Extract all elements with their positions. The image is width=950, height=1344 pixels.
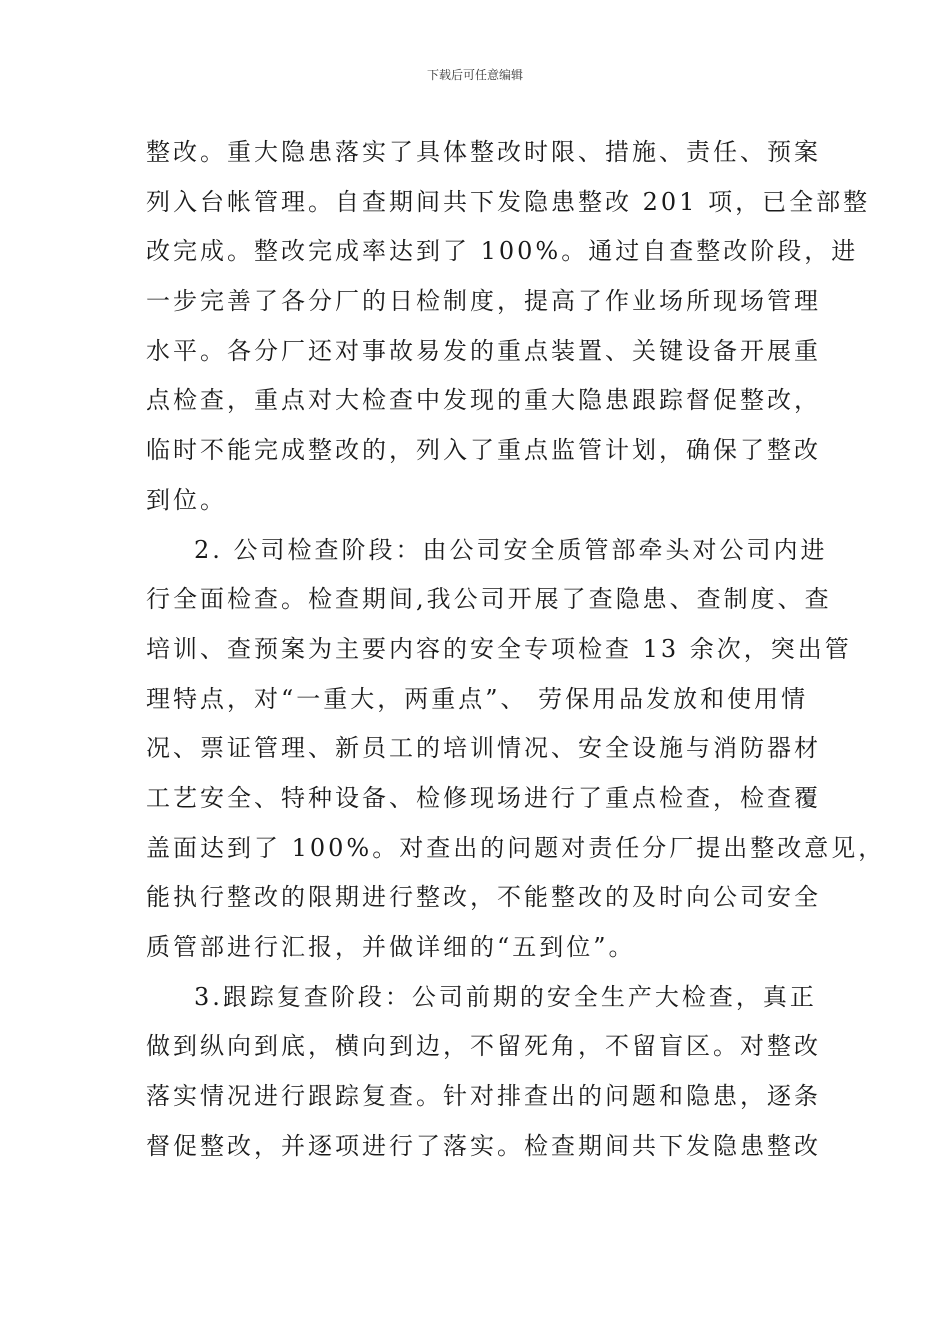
paragraph-2 <box>146 526 886 973</box>
text-line: 落实情况进行跟踪复查。针对排查出的问题和隐患，逐条 <box>146 1082 821 1111</box>
text-line: 盖面达到了 100%。对查出的问题对责任分厂提出整改意见， <box>146 833 886 862</box>
text-line: 质管部进行汇报，并做详细的“五到位”。 <box>146 933 636 961</box>
text-line: 培训、查预案为主要内容的安全专项检查 13 余次，突出管 <box>146 634 852 663</box>
text-line: 点检查，重点对大检查中发现的重大隐患跟踪督促整改， <box>146 386 821 415</box>
text-line: 到位。 <box>146 485 227 514</box>
page-header: 下载后可任意编辑 <box>426 68 523 82</box>
text-line: 2. 公司检查阶段：由公司安全质管部牵头对公司内进 <box>194 535 828 564</box>
text-line: 理特点，对“一重大，两重点”、 劳保用品发放和使用情 <box>146 684 809 713</box>
text-line: 工艺安全、特种设备、检修现场进行了重点检查，检查覆 <box>146 783 821 812</box>
text-line: 改完成。整改完成率达到了 100%。通过自查整改阶段，进 <box>146 237 859 266</box>
text-line: 督促整改，并逐项进行了落实。检查期间共下发隐患整改 <box>146 1131 821 1160</box>
text-line: 3.跟踪复查阶段：公司前期的安全生产大检查，真正 <box>194 982 817 1011</box>
paragraph-1 <box>146 128 871 526</box>
text-line: 能执行整改的限期进行整改，不能整改的及时向公司安全 <box>146 883 821 912</box>
text-line: 一步完善了各分厂的日检制度，提高了作业场所现场管理 <box>146 287 821 316</box>
text-line: 列入台帐管理。自查期间共下发隐患整改 201 项，已全部整 <box>146 187 871 216</box>
text-line: 做到纵向到底，横向到边，不留死角，不留盲区。对整改 <box>146 1032 821 1061</box>
text-line: 水平。各分厂还对事故易发的重点装置、关键设备开展重 <box>146 336 821 365</box>
document-body <box>146 128 886 1171</box>
text-line: 整改。重大隐患落实了具体整改时限、措施、责任、预案 <box>146 138 821 166</box>
text-line: 况、票证管理、新员工的培训情况、安全设施与消防器材 <box>146 734 821 763</box>
paragraph-3 <box>146 973 821 1172</box>
text-line: 临时不能完成整改的，列入了重点监管计划，确保了整改 <box>146 436 821 465</box>
text-line: 行全面检查。检查期间,我公司开展了查隐患、查制度、查 <box>146 585 832 614</box>
